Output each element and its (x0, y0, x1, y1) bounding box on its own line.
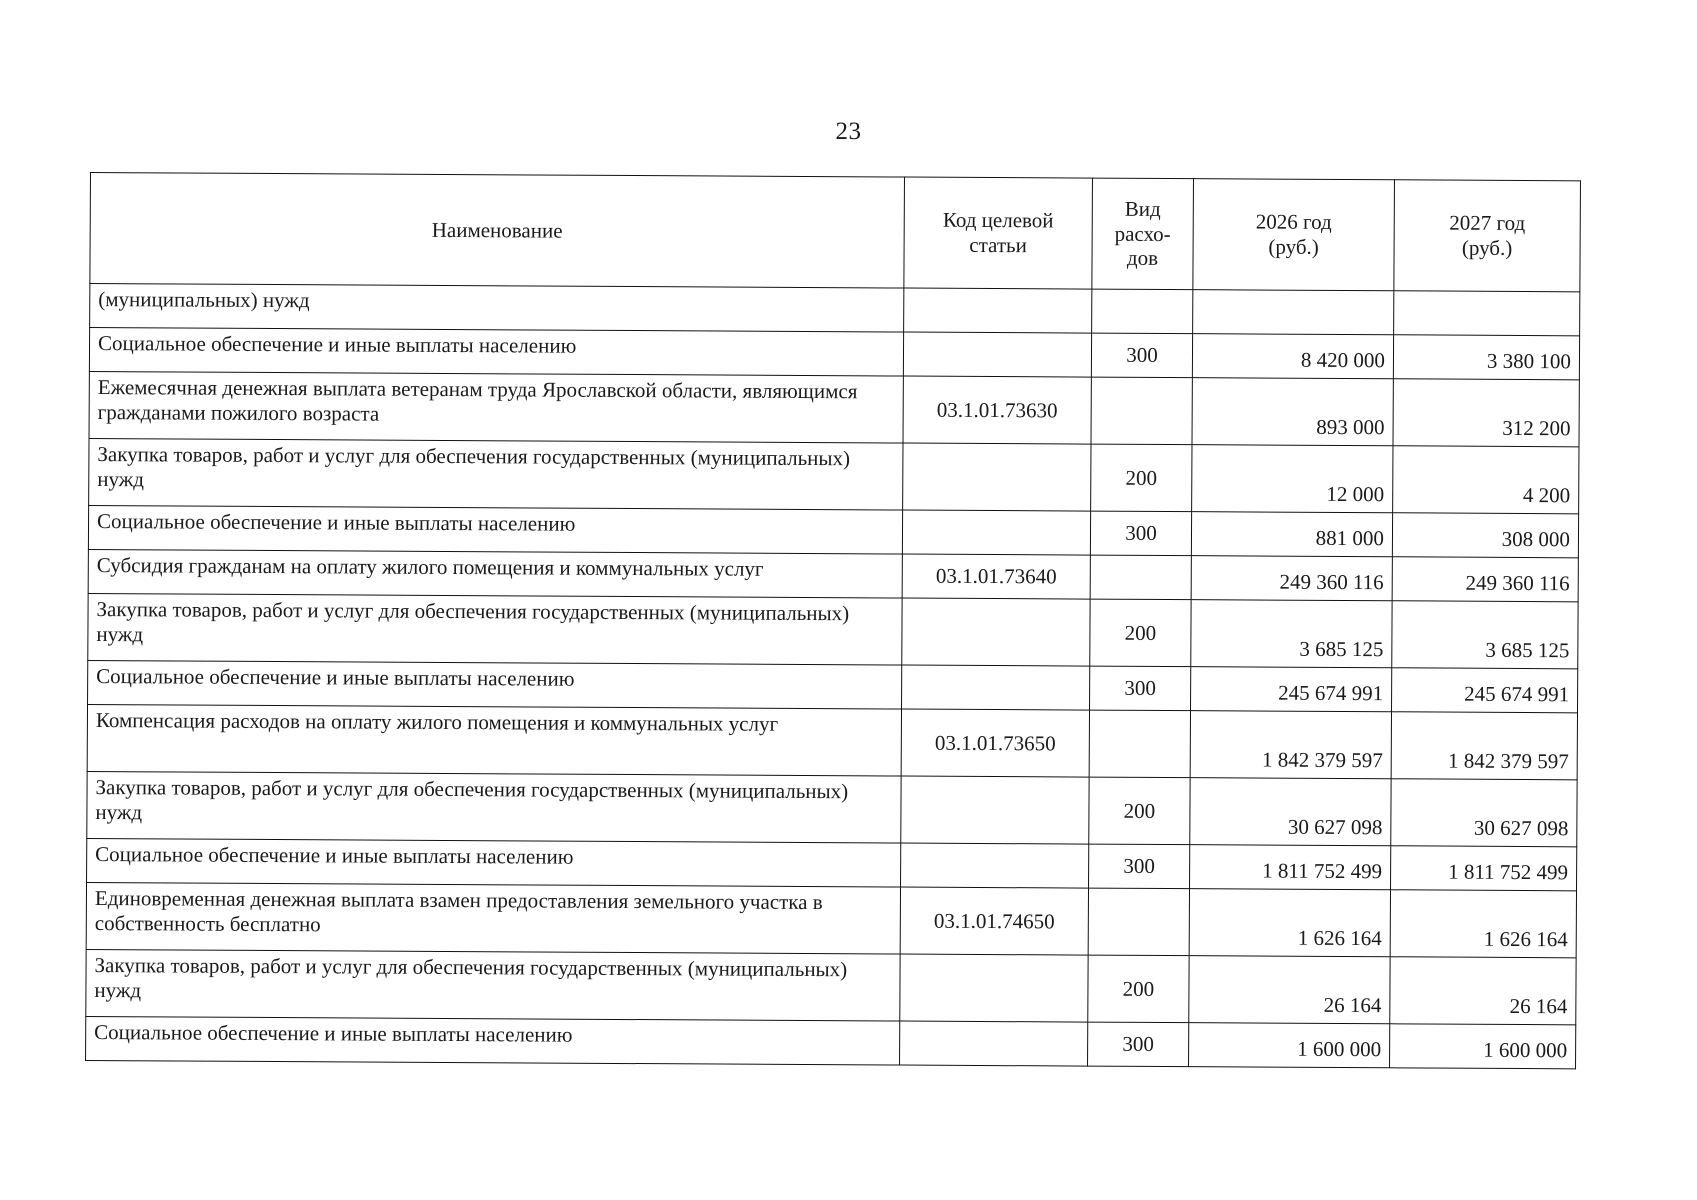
table-row (89, 438, 1579, 513)
row-amount-2026: 8 420 000 (1192, 334, 1393, 379)
row-amount-2027: 1 600 000 (1390, 1024, 1576, 1069)
row-expense-type: 300 (1090, 666, 1191, 711)
row-code (902, 510, 1090, 555)
row-amount-2027: 3 380 100 (1393, 335, 1579, 380)
row-amount-2027: 1 842 379 597 (1391, 712, 1577, 780)
row-name: Социальное обеспечение и иные выплаты населению (88, 660, 902, 709)
row-expense-type: 300 (1089, 844, 1190, 889)
header-2026: 2026 год (руб.) (1193, 179, 1395, 291)
row-name: Закупка товаров, работ и услуг для обеспечения государственных (муниципальных) нужд (88, 593, 902, 665)
row-name: Закупка товаров, работ и услуг для обеспечения государственных (муниципальных) нужд (86, 949, 900, 1021)
row-code (904, 288, 1092, 333)
row-amount-2027: 1 811 752 499 (1391, 846, 1577, 891)
row-amount-2027: 249 360 116 (1392, 557, 1578, 602)
row-amount-2026: 1 600 000 (1189, 1023, 1390, 1068)
row-code (903, 443, 1091, 511)
row-code: 03.1.01.74650 (900, 887, 1088, 955)
row-expense-type (1090, 555, 1191, 600)
row-amount-2026: 245 674 991 (1191, 667, 1392, 712)
row-code (902, 598, 1090, 666)
table-row (87, 771, 1577, 846)
row-amount-2027: 3 685 125 (1392, 601, 1578, 669)
row-amount-2026: 12 000 (1192, 445, 1393, 513)
row-code (903, 332, 1091, 377)
row-amount-2027: 245 674 991 (1392, 668, 1578, 713)
row-code (900, 954, 1088, 1022)
row-expense-type (1089, 710, 1190, 778)
table-row (86, 1016, 1576, 1068)
row-expense-type: 300 (1088, 1022, 1189, 1067)
row-code: 03.1.01.73630 (903, 376, 1091, 444)
header-name: Наименование (90, 173, 905, 289)
row-amount-2026: 893 000 (1192, 378, 1393, 446)
row-expense-type: 200 (1091, 444, 1192, 512)
row-amount-2026: 30 627 098 (1190, 778, 1391, 846)
row-amount-2027: 26 164 (1390, 957, 1576, 1025)
row-name: Субсидия гражданам на оплату жилого помещения и коммунальных услуг (88, 549, 902, 598)
header-2027: 2027 год (руб.) (1394, 180, 1581, 292)
row-expense-type: 300 (1090, 511, 1191, 556)
row-name: Компенсация расходов на оплату жилого помещения и коммунальных услуг (87, 704, 901, 776)
table-body (86, 284, 1580, 1069)
row-code (902, 665, 1090, 710)
row-expense-type: 200 (1090, 599, 1191, 667)
budget-table-container (85, 172, 1581, 1069)
row-name: (муниципальных) нужд (90, 284, 904, 333)
row-amount-2027: 1 626 164 (1390, 890, 1576, 958)
header-code: Код целевой статьи (904, 177, 1093, 289)
row-amount-2026: 881 000 (1191, 512, 1392, 557)
row-amount-2027: 308 000 (1392, 513, 1578, 558)
row-amount-2027: 4 200 (1393, 446, 1579, 514)
row-code (901, 776, 1089, 844)
row-amount-2027: 312 200 (1393, 379, 1579, 447)
row-name: Единовременная денежная выплата взамен предоставления земельного участка в собственность бесплатно (86, 882, 900, 954)
header-row (90, 173, 1581, 292)
row-name: Социальное обеспечение и иные выплаты населению (86, 1016, 900, 1065)
row-name: Социальное обеспечение и иные выплаты населению (89, 328, 903, 377)
row-amount-2026: 1 842 379 597 (1190, 711, 1391, 779)
table-row (86, 882, 1576, 957)
row-amount-2026: 3 685 125 (1191, 600, 1392, 668)
table-row (89, 371, 1579, 446)
row-name: Закупка товаров, работ и услуг для обеспечения государственных (муниципальных) нужд (89, 438, 903, 510)
row-expense-type: 200 (1088, 955, 1189, 1023)
row-amount-2026: 26 164 (1189, 956, 1390, 1024)
row-code: 03.1.01.73650 (901, 709, 1089, 777)
table-row (88, 593, 1578, 668)
row-code (900, 1021, 1088, 1066)
row-expense-type (1088, 888, 1189, 956)
row-amount-2026 (1193, 290, 1394, 335)
row-code: 03.1.01.73640 (902, 554, 1090, 599)
row-expense-type (1091, 377, 1192, 445)
page-number: 23 (835, 118, 862, 145)
row-amount-2026: 1 811 752 499 (1190, 845, 1391, 890)
table-row (86, 949, 1576, 1024)
header-vid: Вид расхо-дов (1092, 178, 1194, 290)
row-name: Социальное обеспечение и иные выплаты населению (87, 838, 901, 887)
row-expense-type: 300 (1091, 333, 1192, 378)
row-name: Социальное обеспечение и иные выплаты населению (88, 505, 902, 554)
table-row (87, 704, 1577, 779)
row-amount-2027 (1394, 291, 1580, 336)
row-name: Закупка товаров, работ и услуг для обеспечения государственных (муниципальных) нужд (87, 771, 901, 843)
row-code (901, 843, 1089, 888)
row-expense-type: 200 (1089, 777, 1190, 845)
row-amount-2026: 1 626 164 (1189, 889, 1390, 957)
row-amount-2027: 30 627 098 (1391, 779, 1577, 847)
row-expense-type (1092, 289, 1193, 334)
row-amount-2026: 249 360 116 (1191, 556, 1392, 601)
budget-table (85, 172, 1581, 1069)
row-name: Ежемесячная денежная выплата ветеранам труда Ярославской области, являющимся гражданами пожилого возраста (89, 371, 903, 443)
